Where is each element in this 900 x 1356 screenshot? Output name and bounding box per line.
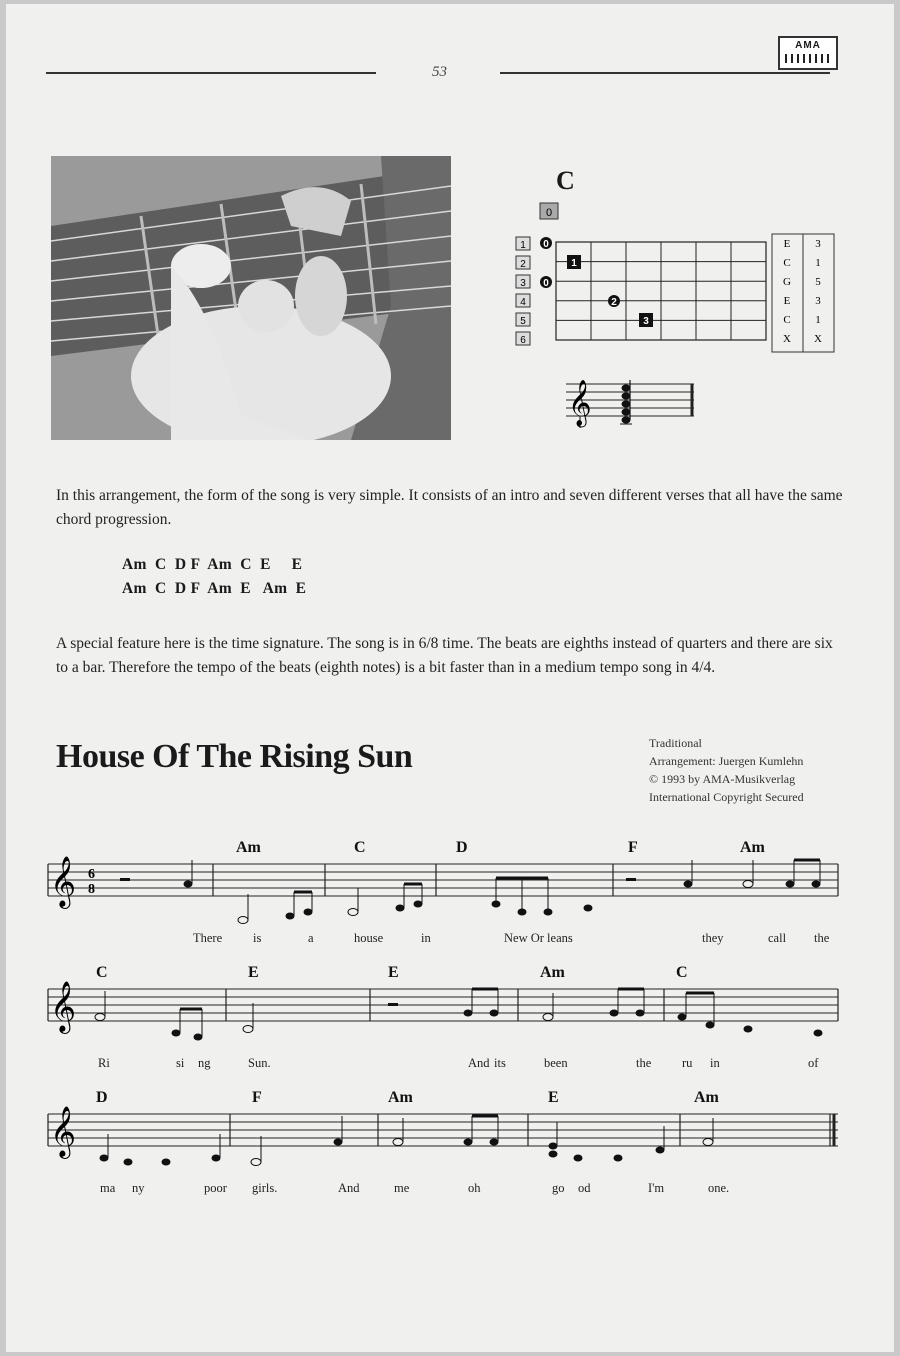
song-title: House Of The Rising Sun <box>56 738 413 775</box>
lyric-syllable: And <box>468 1056 490 1070</box>
chord-symbol: Am <box>740 839 765 856</box>
chord-symbol: E <box>388 964 399 981</box>
chord-degree: 3 <box>815 295 821 307</box>
string-number: 3 <box>520 278 526 289</box>
lyric-syllable: ma <box>100 1181 116 1195</box>
chord-fretboard-diagram <box>506 199 836 389</box>
chord-symbol: D <box>96 1089 108 1106</box>
treble-clef-icon: 𝄞 <box>568 380 592 426</box>
credit-origin: Traditional <box>649 736 702 750</box>
chord-symbol: Am <box>540 964 565 981</box>
chord-note: C <box>783 314 791 326</box>
treble-clef-icon: 𝄞 <box>50 856 77 907</box>
lyric-syllable: the <box>636 1056 652 1070</box>
lyric-syllable: poor <box>204 1181 227 1195</box>
time-signature-paragraph: A special feature here is the time signature. The song is in 6/8 time. The beats are eighths instead of quarters and there are six to a bar. Therefore the tempo of the beats (eighth notes) is a bit faster than in a medium tempo song in 4/4. <box>56 635 833 676</box>
chord-symbol: E <box>548 1089 559 1106</box>
time-signature-bottom: 8 <box>88 882 95 897</box>
page-number: 53 <box>432 64 447 80</box>
intro-paragraph: In this arrangement, the form of the song is very simple. It consists of an intro and seven different verses that all have the same chord progression. <box>56 487 843 528</box>
chord-symbol: E <box>248 964 259 981</box>
lyric-syllable: of <box>808 1056 819 1070</box>
lyric-syllable: Sun. <box>248 1056 271 1070</box>
string-number: 4 <box>520 297 526 308</box>
treble-clef-icon: 𝄞 <box>50 1106 77 1157</box>
lyric-syllable: a <box>308 931 314 945</box>
time-signature-top: 6 <box>88 867 95 882</box>
lyric-syllable: New Or leans <box>504 931 573 945</box>
lyric-syllable: house <box>354 931 384 945</box>
string-number-boxes <box>516 237 530 346</box>
finger-number: 0 <box>543 239 549 250</box>
header-rule-right <box>500 72 830 74</box>
lyric-syllable: me <box>394 1181 410 1195</box>
music-system-2 <box>48 959 848 1069</box>
chord-symbol: F <box>252 1089 262 1106</box>
treble-clef-icon: 𝄞 <box>50 981 77 1032</box>
lyric-syllable: one. <box>708 1181 730 1195</box>
lyric-syllable: call <box>768 931 787 945</box>
finger-number: 2 <box>611 297 617 308</box>
lyric-syllable: the <box>814 931 830 945</box>
chord-hand-photo <box>51 156 451 440</box>
lyric-syllable: ng <box>198 1056 211 1070</box>
logo-text: AMA <box>795 40 821 51</box>
publisher-logo <box>778 36 838 70</box>
credit-arrangement: Arrangement: Juergen Kumlehn <box>649 754 804 768</box>
lyric-syllable: And <box>338 1181 360 1195</box>
finger-number: 1 <box>571 258 577 269</box>
chord-progression-line-1: Am C D F Am C E E <box>122 556 303 573</box>
chord-degree: 1 <box>815 257 821 269</box>
chord-progression-line-2: Am C D F Am E Am E <box>122 580 307 597</box>
lyric-syllable: Ri <box>98 1056 110 1070</box>
finger-number: 3 <box>643 316 649 327</box>
credit-copyright: © 1993 by AMA-Musikverlag <box>649 772 796 786</box>
credit-secured: International Copyright Secured <box>649 790 804 804</box>
chord-degree: 3 <box>815 238 821 250</box>
chord-symbol: C <box>354 839 366 856</box>
lyric-syllable: is <box>253 931 262 945</box>
lyric-syllable: been <box>544 1056 568 1070</box>
logo-keyboard-icon <box>785 54 831 63</box>
music-system-1 <box>48 834 848 944</box>
lyric-syllable: they <box>702 931 724 945</box>
capo-label: 0 <box>545 207 553 219</box>
string-number: 2 <box>520 259 526 270</box>
string-number: 5 <box>520 316 526 327</box>
chord-note: E <box>783 238 791 250</box>
lyric-syllable: go <box>552 1181 565 1195</box>
lyric-syllable: ru <box>682 1056 693 1070</box>
chord-symbol: Am <box>694 1089 719 1106</box>
lyric-syllable: girls. <box>252 1181 278 1195</box>
finger-number: 0 <box>543 278 549 289</box>
chord-symbol: D <box>456 839 468 856</box>
string-number: 6 <box>520 335 526 346</box>
chord-noteheads <box>622 385 631 424</box>
lyric-syllable: I'm <box>648 1181 665 1195</box>
chord-symbol: C <box>676 964 688 981</box>
chord-symbol: Am <box>236 839 261 856</box>
hand-photo-illustration <box>51 156 451 440</box>
chord-note: C <box>783 257 791 269</box>
chord-degree: 5 <box>815 276 821 288</box>
chord-staff-notation <box>566 376 706 436</box>
chord-symbol: F <box>628 839 638 856</box>
chord-degree: X <box>814 333 822 345</box>
music-system-3 <box>48 1084 848 1194</box>
lyric-syllable: in <box>421 931 431 945</box>
song-credits <box>649 734 804 806</box>
lyric-syllable: There <box>193 931 223 945</box>
lyric-syllable: ny <box>132 1181 145 1195</box>
chord-note: X <box>783 333 791 345</box>
chord-note: E <box>783 295 791 307</box>
lyric-syllable: its <box>494 1056 506 1070</box>
lyric-syllable: oh <box>468 1181 481 1195</box>
lyric-syllable: in <box>710 1056 720 1070</box>
chord-name: C <box>556 166 575 195</box>
songbook-page <box>6 4 894 1352</box>
lyric-syllable: od <box>578 1181 591 1195</box>
chord-degree: 1 <box>815 314 821 326</box>
chord-symbol: Am <box>388 1089 413 1106</box>
header-rule-left <box>46 72 376 74</box>
lyric-syllable: si <box>176 1056 185 1070</box>
chord-note: G <box>783 276 791 288</box>
chord-symbol: C <box>96 964 108 981</box>
string-number: 1 <box>520 240 526 251</box>
